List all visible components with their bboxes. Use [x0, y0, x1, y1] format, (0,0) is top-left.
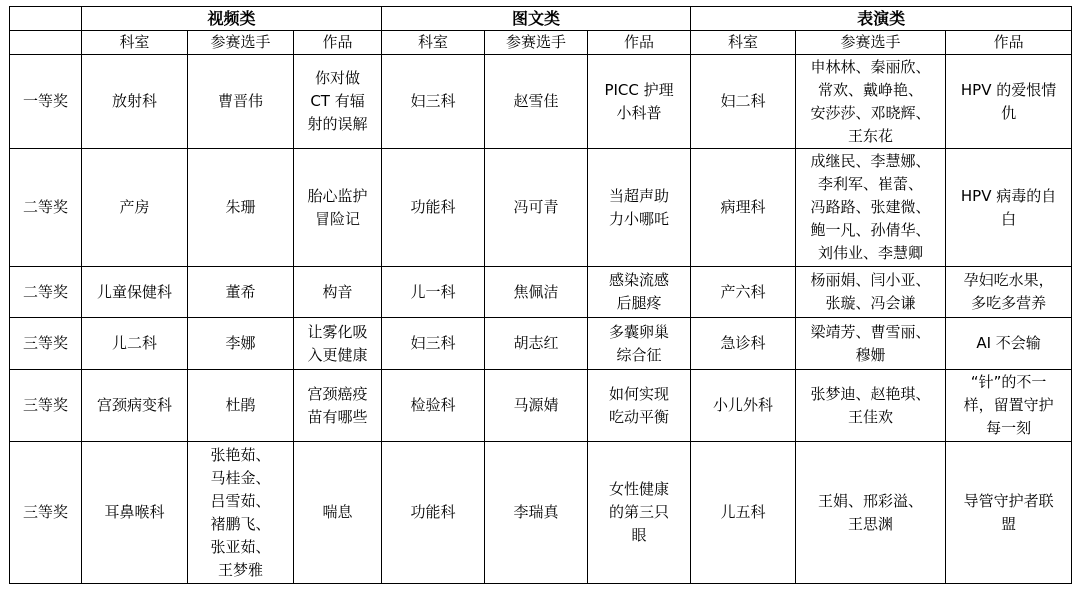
graphic-work: 当超声助 力小哪吒: [588, 149, 691, 267]
table-row: [10, 55, 1072, 149]
header-dept: 科室: [382, 31, 485, 55]
corner-cell: [10, 7, 82, 31]
category-performance: 表演类: [691, 7, 1072, 31]
table-row: [10, 370, 1072, 442]
performance-players: 梁靖芳、曹雪丽、 穆姗: [796, 318, 946, 370]
video-dept: 宫颈病变科: [82, 370, 188, 442]
video-players: 朱珊: [188, 149, 294, 267]
graphic-players: 马源婧: [485, 370, 588, 442]
graphic-work: 女性健康 的第三只 眼: [588, 442, 691, 584]
graphic-dept: 检验科: [382, 370, 485, 442]
header-players: 参赛选手: [796, 31, 946, 55]
performance-players: 王娟、邢彩溢、 王思渊: [796, 442, 946, 584]
graphic-work: 感染流感 后腿疼: [588, 267, 691, 318]
performance-work: 孕妇吃水果， 多吃多营养: [946, 267, 1072, 318]
video-dept: 耳鼻喉科: [82, 442, 188, 584]
performance-dept: 产六科: [691, 267, 796, 318]
graphic-dept: 妇三科: [382, 318, 485, 370]
video-work: 让雾化吸 入更健康: [294, 318, 382, 370]
table-row: [10, 267, 1072, 318]
graphic-players: 胡志红: [485, 318, 588, 370]
header-players: 参赛选手: [188, 31, 294, 55]
award-level: 三等奖: [10, 442, 82, 584]
award-level: 一等奖: [10, 55, 82, 149]
video-players: 杜鹃: [188, 370, 294, 442]
performance-players: 张梦迪、赵艳琪、 王佳欢: [796, 370, 946, 442]
header-work: 作品: [946, 31, 1072, 55]
header-dept: 科室: [691, 31, 796, 55]
video-dept: 儿童保健科: [82, 267, 188, 318]
graphic-dept: 功能科: [382, 149, 485, 267]
graphic-players: 焦佩洁: [485, 267, 588, 318]
performance-players: 申林林、秦丽欣、 常欢、戴峥艳、 安莎莎、邓晓辉、 王东花: [796, 55, 946, 149]
graphic-work: 如何实现 吃动平衡: [588, 370, 691, 442]
video-dept: 产房: [82, 149, 188, 267]
graphic-work: 多囊卵巢 综合征: [588, 318, 691, 370]
graphic-dept: 儿一科: [382, 267, 485, 318]
video-players: 李娜: [188, 318, 294, 370]
header-dept: 科室: [82, 31, 188, 55]
award-table: [9, 6, 1072, 584]
video-dept: 儿二科: [82, 318, 188, 370]
video-players: 曹晋伟: [188, 55, 294, 149]
performance-dept: 急诊科: [691, 318, 796, 370]
video-work: 喘息: [294, 442, 382, 584]
header-work: 作品: [294, 31, 382, 55]
performance-dept: 儿五科: [691, 442, 796, 584]
sub-header-row: [10, 31, 1072, 55]
table-row: [10, 149, 1072, 267]
performance-players: 成继民、李慧娜、 李利军、崔蕾、 冯路路、张建微、 鲍一凡、孙倩华、 刘伟业、李慧卿: [796, 149, 946, 267]
award-level: 二等奖: [10, 149, 82, 267]
award-level: 三等奖: [10, 370, 82, 442]
corner-cell: [10, 31, 82, 55]
video-players: 董希: [188, 267, 294, 318]
video-dept: 放射科: [82, 55, 188, 149]
graphic-players: 冯可青: [485, 149, 588, 267]
performance-dept: 小儿外科: [691, 370, 796, 442]
graphic-dept: 功能科: [382, 442, 485, 584]
header-players: 参赛选手: [485, 31, 588, 55]
category-video: 视频类: [82, 7, 382, 31]
video-players: 张艳茹、 马桂金、 吕雪茹、 褚鹏飞、 张亚茹、 王梦雅: [188, 442, 294, 584]
performance-work: HPV 的爱恨情 仇: [946, 55, 1072, 149]
graphic-dept: 妇三科: [382, 55, 485, 149]
award-level: 三等奖: [10, 318, 82, 370]
video-work: 宫颈癌疫 苗有哪些: [294, 370, 382, 442]
performance-work: HPV 病毒的自 白: [946, 149, 1072, 267]
video-work: 你对做 CT 有辐 射的误解: [294, 55, 382, 149]
performance-work: AI 不会输: [946, 318, 1072, 370]
award-level: 二等奖: [10, 267, 82, 318]
header-work: 作品: [588, 31, 691, 55]
graphic-players: 李瑞真: [485, 442, 588, 584]
graphic-players: 赵雪佳: [485, 55, 588, 149]
performance-work: 导管守护者联 盟: [946, 442, 1072, 584]
performance-work: “针”的不一 样，留置守护 每一刻: [946, 370, 1072, 442]
category-graphic: 图文类: [382, 7, 691, 31]
graphic-work: PICC 护理 小科普: [588, 55, 691, 149]
category-header-row: [10, 7, 1072, 31]
table-row: [10, 318, 1072, 370]
table-row: [10, 442, 1072, 584]
video-work: 构音: [294, 267, 382, 318]
performance-players: 杨丽娟、闫小亚、 张璇、冯会谦: [796, 267, 946, 318]
performance-dept: 病理科: [691, 149, 796, 267]
performance-dept: 妇二科: [691, 55, 796, 149]
video-work: 胎心监护 冒险记: [294, 149, 382, 267]
